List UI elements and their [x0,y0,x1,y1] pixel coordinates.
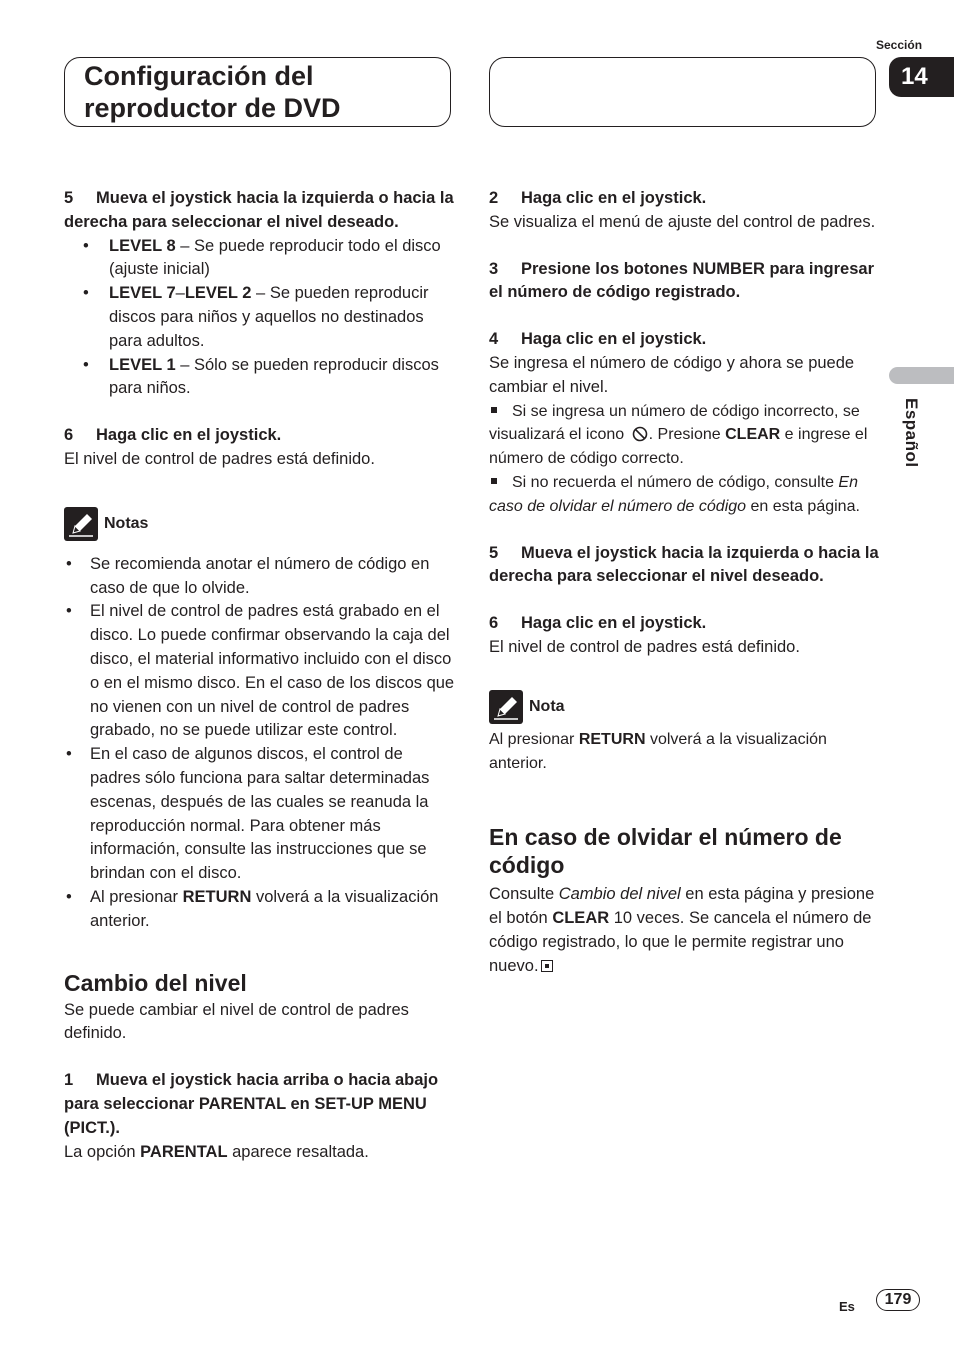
note-title: Nota [529,697,565,715]
left-column [64,187,456,1164]
tip-forgot-code: Si no recuerda el número de código, consulte En caso de olvidar el número de código en esta página. [489,473,860,515]
step-3-instruction: 3 Presione los botones NUMBER para ingresar el número de código registrado. [489,259,875,302]
end-mark-icon [541,960,553,972]
page-number: 179 [876,1289,920,1311]
note-text: Al presionar RETURN volverá a la visualización anterior. [489,730,827,772]
square-bullet-icon [491,407,497,413]
cambio-heading: Cambio del nivel [64,969,247,996]
note-item: • El nivel de control de padres está grabado en el disco. Lo puede confirmar observando la caja del disco, el material informativo incluido con el disco o en el mismo disco. En el caso de los discos que no vienen con un nivel de control de padres grabado, no se puede utilizar este control. [64,600,456,743]
step-2-instruction: 2 Haga clic en el joystick. [489,189,707,207]
section-number-tab: 14 [889,57,954,97]
level-item: • LEVEL 7–LEVEL 2 – Se pueden reproducir discos para niños y aquellos no destinados para adultos. [64,282,456,353]
note-item: • En el caso de algunos discos, el control de padres sólo funciona para saltar determinadas escenas, después de las cuales se reanuda la reproducción normal. Para obtener más información, consulte las instrucciones que se brindan con el disco. [64,743,456,886]
step-1-instruction: 1 Mueva el joystick hacia arriba o hacia abajo para seleccionar PARENTAL en SET-UP MENU (PICT.). [64,1071,439,1137]
step-5-instruction: 5 Mueva el joystick hacia la izquierda o hacia la derecha para seleccionar el nivel deseado. [489,543,879,586]
note-item: • Se recomienda anotar el número de código en caso de que lo olvide. [64,553,456,601]
note-item: • Al presionar RETURN volverá a la visualización anterior. [64,886,456,934]
olvidar-text: Consulte Cambio del nivel en esta página y presione el botón CLEAR 10 veces. Se cancela el número de código registrado, lo que le permite registrar uno nuevo. [489,885,875,975]
cambio-intro: Se puede cambiar el nivel de control de padres definido. [64,1000,409,1043]
step-6-instruction: 6 Haga clic en el joystick. [64,426,282,445]
level-item: • LEVEL 1 – Sólo se pueden reproducir discos para niños. [64,354,456,402]
prohibited-icon [632,426,648,442]
page-title: Configuración del reproductor de DVD [84,61,341,123]
section-label: Sección [876,38,923,52]
step-6-result: El nivel de control de padres está definido. [489,637,800,656]
tip-incorrect-code: Si se ingresa un número de código incorrecto, se visualizará el icono . Presione CLEAR e ingrese el número de código correcto. [489,402,868,468]
pencil-note-icon [64,507,98,541]
notes-title: Notas [104,514,149,532]
note-header [489,690,881,724]
right-column [489,187,881,979]
step-5-instruction: 5 Mueva el joystick hacia la izquierda o hacia la derecha para seleccionar el nivel deseado. [64,189,454,231]
step-6-result: El nivel de control de padres está definido. [64,449,375,468]
footer-language: Es [839,1299,855,1314]
header-blank-box [489,57,876,127]
step-6-instruction: 6 Haga clic en el joystick. [489,614,707,633]
step-2-result: Se visualiza el menú de ajuste del control de padres. [489,212,876,231]
step-4-instruction: 4 Haga clic en el joystick. [489,330,707,349]
level-item: • LEVEL 8 – Se puede reproducir todo el disco (ajuste inicial) [64,235,456,283]
pencil-note-icon [489,690,523,724]
step-4-result: Se ingresa el número de código y ahora se puede cambiar el nivel. [489,353,855,396]
olvidar-heading: En caso de olvidar el número de código [489,824,842,879]
square-bullet-icon [491,478,497,484]
language-tab-bar [889,367,954,384]
step-1-result: La opción PARENTAL aparece resaltada. [64,1142,369,1161]
notes-header [64,507,456,541]
level-list [64,235,456,402]
notes-list [64,553,456,934]
language-label: Español [902,398,921,468]
